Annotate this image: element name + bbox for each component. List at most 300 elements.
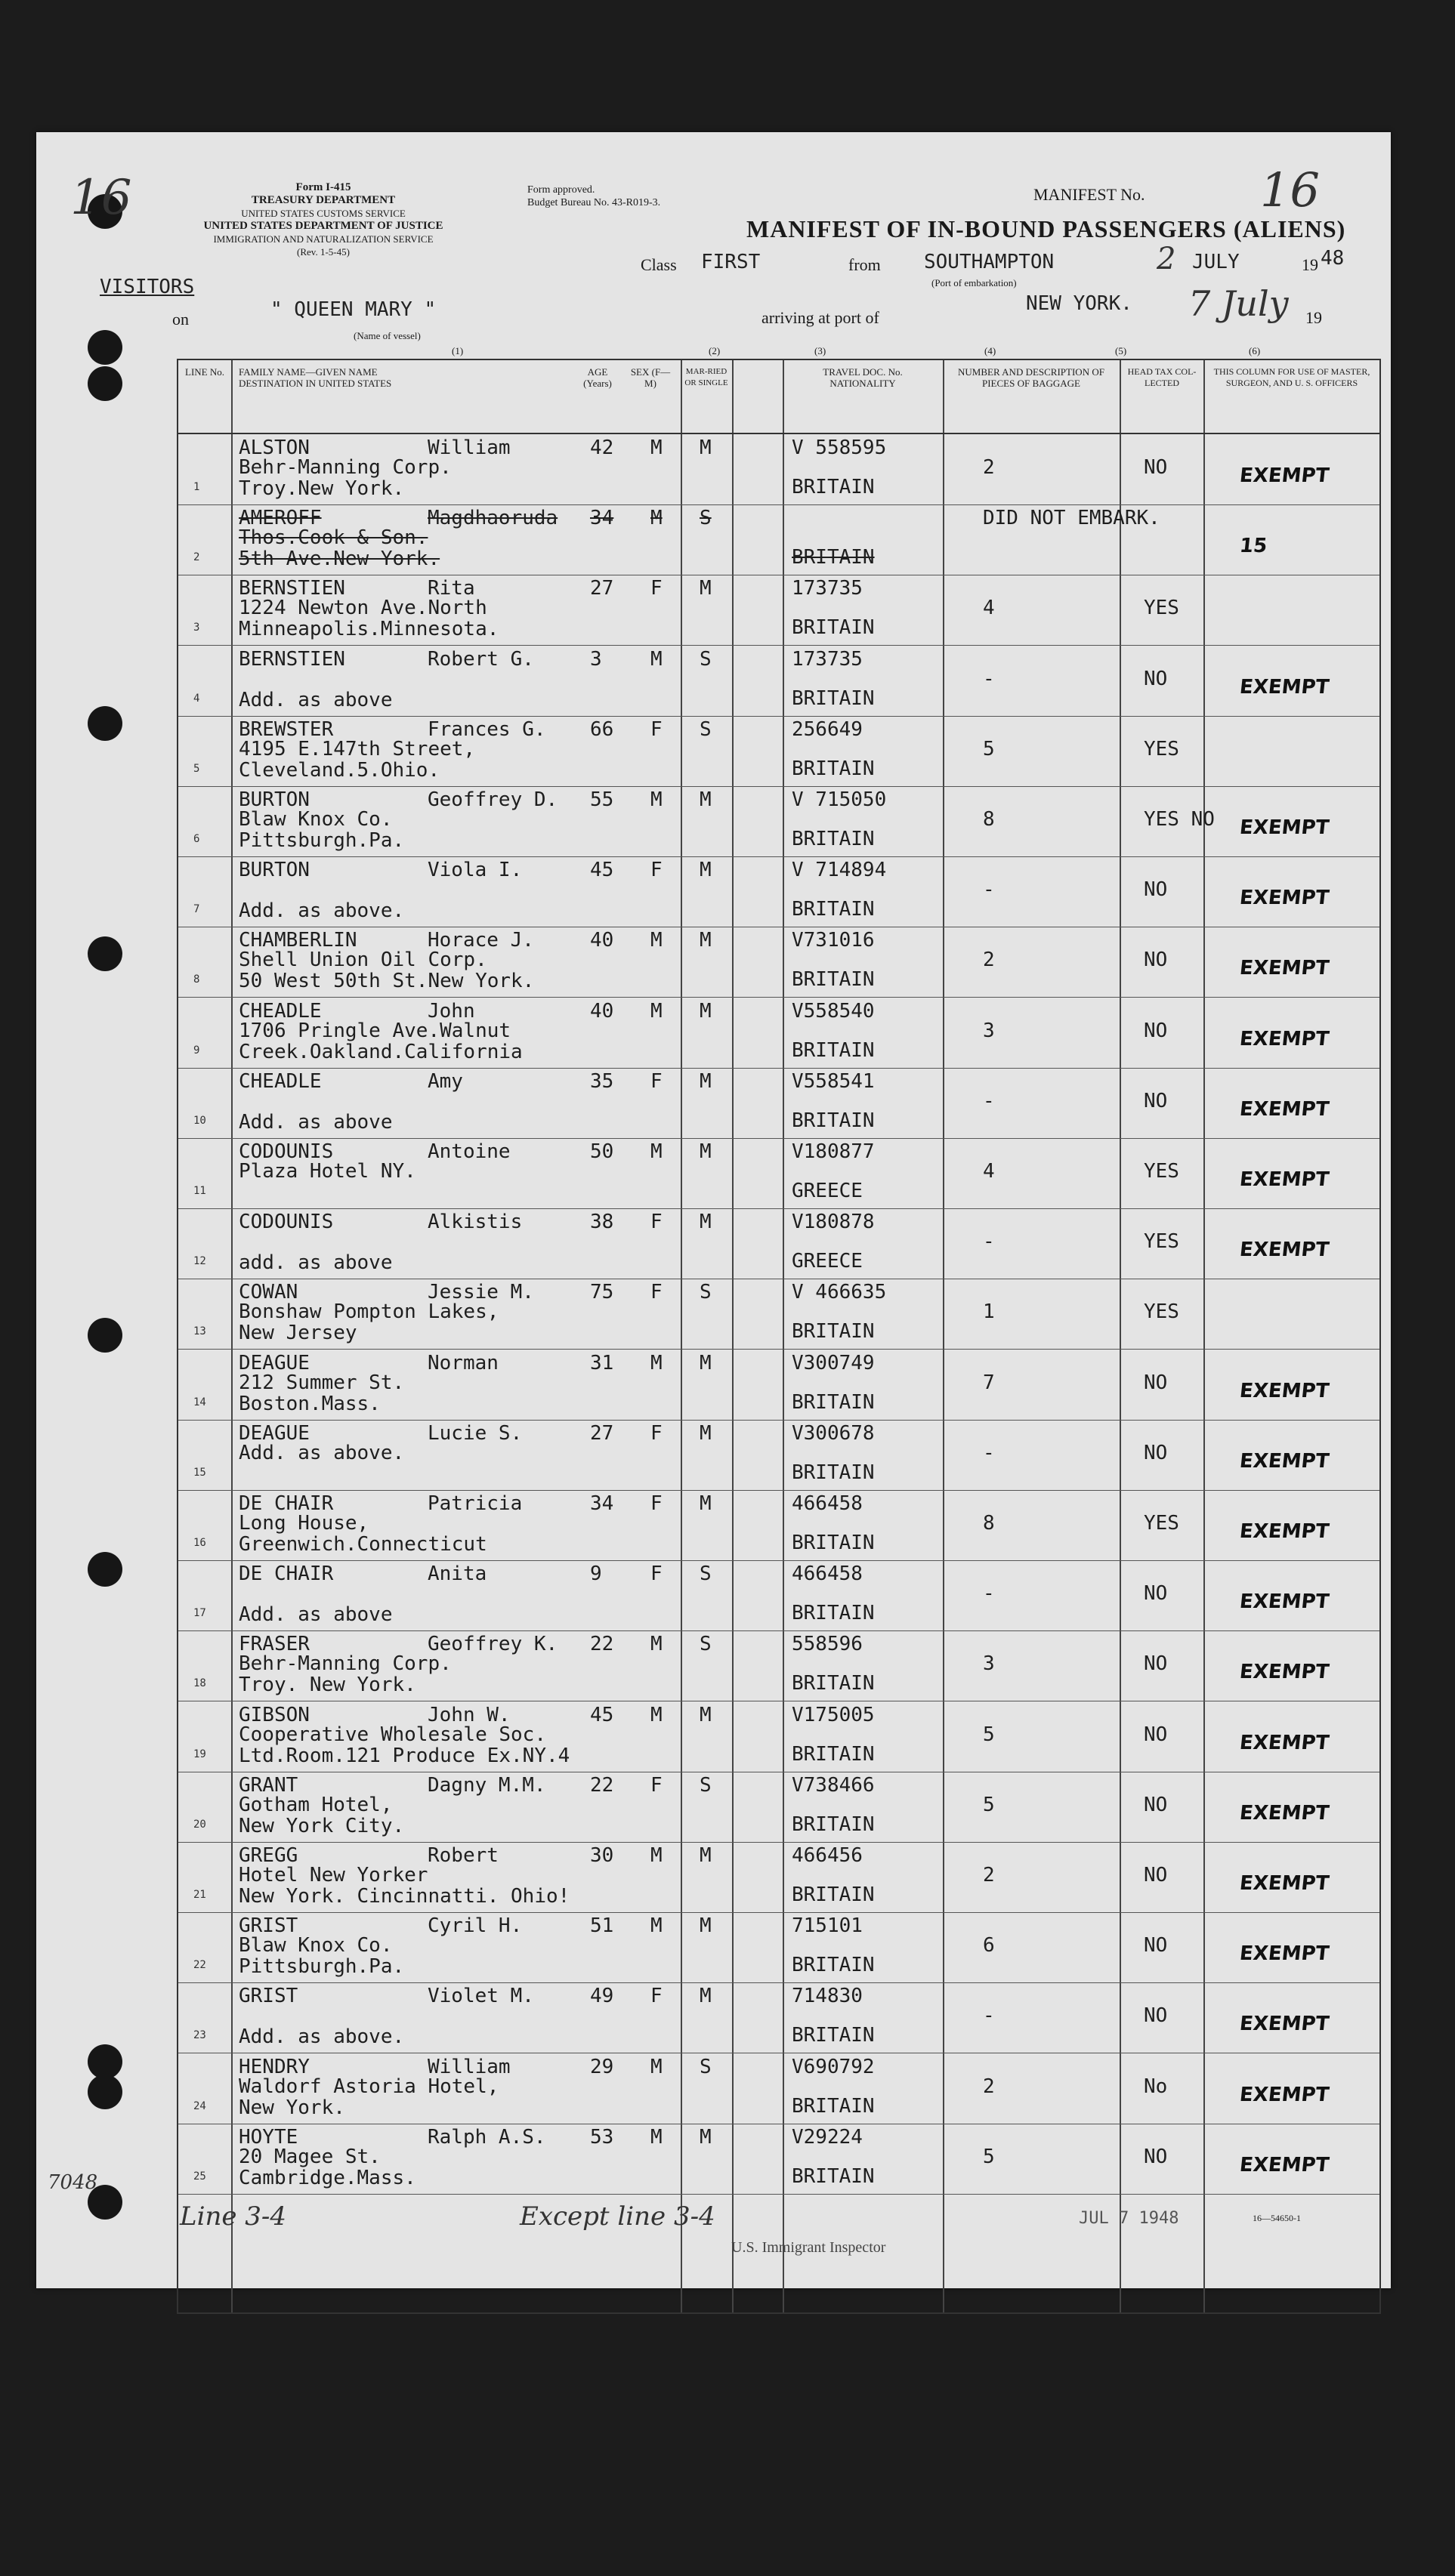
department-of-justice: UNITED STATES DEPARTMENT OF JUSTICE [203, 220, 443, 232]
age: 42 [590, 437, 614, 459]
punch-hole [88, 1318, 122, 1353]
destination-line-1: Behr-Manning Corp. [239, 456, 452, 479]
family-name: DE CHAIR [239, 1492, 334, 1515]
baggage: 2 [983, 1864, 995, 1886]
destination-line-2: Add. as above. [239, 899, 405, 923]
handwritten-corner-mark: 7048 [48, 2171, 98, 2194]
baggage: 6 [983, 1934, 995, 1957]
vessel-note: (Name of vessel) [354, 330, 421, 341]
table-row [178, 927, 1379, 998]
family-name: CHEADLE [239, 999, 322, 1023]
destination-line-1: 1706 Pringle Ave.Walnut [239, 1019, 511, 1042]
approval-note [527, 184, 660, 209]
line-number: 1 [193, 481, 200, 493]
line-number: 6 [193, 833, 200, 845]
sex: M [650, 1140, 663, 1163]
year-prefix: 19 [1302, 255, 1318, 274]
travel-doc-no: V558541 [792, 1069, 875, 1093]
sex: M [650, 999, 663, 1023]
col-sex: SEX (F—M) [630, 366, 671, 389]
destination-line-2: Creek.Oakland.California [239, 1040, 523, 1063]
given-name: Alkistis [428, 1211, 523, 1234]
destination-line-2: New Jersey [239, 1322, 357, 1345]
line-number: 21 [193, 1889, 206, 1901]
sex: M [650, 1914, 663, 1938]
baggage: 2 [983, 949, 995, 972]
nationality: BRITAIN [792, 1602, 875, 1625]
line-number: 15 [193, 1466, 206, 1479]
family-name: DE CHAIR [239, 1563, 334, 1586]
officer-stamp: EXEMPT [1238, 675, 1330, 699]
baggage: 5 [983, 737, 995, 760]
sex: F [650, 859, 663, 882]
col-baggage: NUMBER AND DESCRIPTION OF PIECES OF BAGGAGE [958, 366, 1104, 389]
age: 27 [590, 1421, 614, 1445]
family-name: GRIST [239, 1985, 298, 2008]
family-name: DEAGUE [239, 1421, 310, 1445]
marital-status: M [700, 929, 712, 952]
sex: M [650, 507, 663, 530]
table-row [178, 504, 1379, 575]
marital-status: M [700, 1844, 712, 1867]
travel-doc-no: 714830 [792, 1985, 863, 2008]
head-tax: NO [1144, 1793, 1168, 1816]
baggage: 7 [983, 1371, 995, 1394]
given-name: William [428, 437, 511, 459]
from-value: SOUTHAMPTON [924, 251, 1055, 273]
destination-line-2: Minneapolis.Minnesota. [239, 618, 499, 641]
age: 22 [590, 1633, 614, 1656]
baggage: 4 [983, 1160, 995, 1183]
travel-doc-no: V180878 [792, 1211, 875, 1234]
marital-status: M [700, 1140, 712, 1163]
sex: M [650, 788, 663, 811]
baggage: - [983, 1582, 995, 1606]
line-number: 9 [193, 1044, 200, 1057]
destination-line-1: 4195 E.147th Street, [239, 737, 476, 760]
nationality: BRITAIN [792, 2024, 875, 2047]
baggage: 5 [983, 1793, 995, 1816]
age: 51 [590, 1914, 614, 1938]
family-name: HOYTE [239, 2125, 298, 2149]
officer-stamp: EXEMPT [1238, 1590, 1330, 1614]
officer-stamp: EXEMPT [1238, 1168, 1330, 1191]
nationality: BRITAIN [792, 616, 875, 640]
age: 40 [590, 929, 614, 952]
given-name: Viola I. [428, 859, 523, 882]
travel-doc-no: V 558595 [792, 437, 887, 459]
given-name: Dagny M.M. [428, 1773, 546, 1797]
line-number: 19 [193, 1748, 206, 1760]
age: 50 [590, 1140, 614, 1163]
age: 55 [590, 788, 614, 811]
officer-stamp: EXEMPT [1238, 1449, 1330, 1473]
age: 49 [590, 1985, 614, 2008]
head-tax: YES [1144, 1160, 1179, 1183]
given-name: Geoffrey D. [428, 788, 558, 811]
line-number: 7 [193, 903, 200, 916]
passenger-table [177, 359, 1381, 2314]
destination-line-1: Long House, [239, 1512, 369, 1535]
family-name: BURTON [239, 859, 310, 882]
destination-line-1: Cooperative Wholesale Soc. [239, 1723, 546, 1746]
marital-status: M [700, 2125, 712, 2149]
officer-stamp: EXEMPT [1238, 1239, 1330, 1262]
family-name: DEAGUE [239, 1351, 310, 1374]
vessel-name: " QUEEN MARY " [270, 298, 437, 321]
age: 75 [590, 1281, 614, 1304]
table-row [178, 716, 1379, 787]
given-name: Norman [428, 1351, 499, 1374]
destination-line-2: Pittsburgh.Pa. [239, 829, 405, 852]
officer-stamp: EXEMPT [1238, 1097, 1330, 1121]
sex: F [650, 1069, 663, 1093]
given-name: Anita [428, 1563, 487, 1586]
sex: M [650, 1703, 663, 1726]
family-name: CODOUNIS [239, 1211, 334, 1234]
head-tax: NO [1144, 878, 1168, 902]
marital-status: M [700, 1985, 712, 2008]
marital-status: S [700, 1563, 712, 1586]
baggage: - [983, 878, 995, 902]
table-row [178, 1842, 1379, 1913]
marital-status: M [700, 437, 712, 459]
destination-line-2: Ltd.Room.121 Produce Ex.NY.4 [239, 1744, 570, 1767]
given-name: Violet M. [428, 1985, 534, 2008]
age: 29 [590, 2055, 614, 2078]
travel-doc-no: 466458 [792, 1492, 863, 1515]
sex: M [650, 1351, 663, 1374]
age: 38 [590, 1211, 614, 1234]
form-number: Form I-415 [295, 181, 351, 193]
baggage: 5 [983, 2145, 995, 2168]
nationality: BRITAIN [792, 1812, 875, 1836]
on-label: on [172, 310, 189, 329]
line-number: 14 [193, 1396, 206, 1408]
nationality: BRITAIN [792, 1954, 875, 1977]
nationality: BRITAIN [792, 1109, 875, 1132]
nationality: BRITAIN [792, 1532, 875, 1554]
col-num-4: (4) [984, 345, 996, 356]
destination-line-1: Behr-Manning Corp. [239, 1652, 452, 1676]
col-head-tax: HEAD TAX COL-LECTED [1127, 366, 1197, 388]
marital-status: M [700, 1211, 712, 1234]
sex: M [650, 2125, 663, 2149]
nationality: BRITAIN [792, 1883, 875, 1906]
head-tax: NO [1144, 1582, 1168, 1606]
travel-doc-no: 466458 [792, 1563, 863, 1586]
sex: M [650, 929, 663, 952]
col-num-5: (5) [1115, 345, 1127, 356]
head-tax: NO [1144, 1934, 1168, 1957]
marital-status: S [700, 2055, 712, 2078]
destination-line-2: Cleveland.5.Ohio. [239, 758, 440, 782]
family-name: BREWSTER [239, 717, 334, 741]
travel-doc-no: V738466 [792, 1773, 875, 1797]
head-tax: YES [1144, 597, 1179, 620]
baggage: 1 [983, 1300, 995, 1324]
nationality: GREECE [792, 1180, 863, 1202]
destination-line-1: Shell Union Oil Corp. [239, 949, 487, 972]
revision: (Rev. 1-5-45) [297, 246, 350, 258]
destination-line-2: Troy.New York. [239, 477, 405, 500]
destination-line-2: Cambridge.Mass. [239, 2166, 416, 2189]
baggage: 4 [983, 597, 995, 620]
corner-handwritten-number: 16 [70, 170, 132, 226]
head-tax: NO [1144, 1652, 1168, 1676]
family-name: CHEADLE [239, 1069, 322, 1093]
head-tax: NO [1144, 2145, 1168, 2168]
age: 31 [590, 1351, 614, 1374]
age: 9 [590, 1563, 602, 1586]
given-name: Magdhaoruda [428, 507, 558, 530]
line-number: 2 [193, 551, 200, 564]
baggage: 8 [983, 808, 995, 831]
line-number: 5 [193, 762, 200, 775]
head-tax: YES [1144, 1230, 1179, 1254]
customs-service: UNITED STATES CUSTOMS SERVICE [241, 208, 406, 219]
destination-line-1: Hotel New Yorker [239, 1864, 428, 1886]
head-tax: NO [1144, 667, 1168, 690]
punch-hole [88, 1552, 122, 1587]
given-name: Jessie M. [428, 1281, 534, 1304]
marital-status: M [700, 577, 712, 600]
officer-stamp: EXEMPT [1238, 1731, 1330, 1754]
sex: F [650, 1421, 663, 1445]
travel-doc-no: V 714894 [792, 859, 887, 882]
sex: M [650, 1844, 663, 1867]
family-name: GRIST [239, 1914, 298, 1938]
from-label: from [848, 255, 881, 274]
destination-line-1: Bonshaw Pompton Lakes, [239, 1300, 499, 1324]
nationality: BRITAIN [792, 1461, 875, 1484]
table-row [178, 856, 1379, 927]
travel-doc-no: 173735 [792, 647, 863, 671]
sex: F [650, 1563, 663, 1586]
col-num-6: (6) [1249, 345, 1261, 356]
arrival-year-prefix: 19 [1305, 308, 1322, 327]
date-month: JULY [1192, 251, 1240, 273]
marital-status: S [700, 1281, 712, 1304]
destination-line-2: Troy. New York. [239, 1674, 416, 1697]
budget-bureau: Budget Bureau No. 43-R019-3. [527, 197, 661, 208]
table-row [178, 1490, 1379, 1561]
table-row [178, 786, 1379, 857]
head-tax: NO [1144, 1864, 1168, 1886]
table-row [178, 1279, 1379, 1350]
baggage: - [983, 2004, 995, 2028]
punch-hole [88, 366, 122, 401]
destination-line-2: add. as above [239, 1251, 393, 1275]
arrival-port: NEW YORK. [1026, 292, 1132, 315]
travel-doc-no: V690792 [792, 2055, 875, 2078]
age: 27 [590, 577, 614, 600]
baggage: DID NOT EMBARK. [983, 507, 1160, 530]
officer-stamp: EXEMPT [1238, 1872, 1330, 1895]
destination-line-1: Waldorf Astoria Hotel, [239, 2075, 499, 2098]
age: 45 [590, 1703, 614, 1726]
family-name: FRASER [239, 1633, 310, 1656]
nationality: BRITAIN [792, 686, 875, 710]
punch-hole [88, 936, 122, 971]
officer-stamp: EXEMPT [1238, 2153, 1330, 2176]
destination-line-2: Boston.Mass. [239, 1392, 381, 1415]
given-name: Robert [428, 1844, 499, 1867]
marital-status: S [700, 647, 712, 671]
family-name: AMEROFF [239, 507, 322, 530]
head-tax: NO [1144, 1371, 1168, 1394]
class-value: FIRST [701, 251, 761, 273]
table-row [178, 2124, 1379, 2195]
head-tax: NO [1144, 456, 1168, 479]
family-name: CODOUNIS [239, 1140, 334, 1163]
age: 34 [590, 1492, 614, 1515]
head-tax: NO [1144, 1723, 1168, 1746]
officer-stamp: EXEMPT [1238, 957, 1330, 980]
age: 66 [590, 717, 614, 741]
age: 40 [590, 999, 614, 1023]
head-tax: YES [1144, 1300, 1179, 1324]
table-row [178, 1912, 1379, 1983]
destination-line-1: Blaw Knox Co. [239, 1934, 393, 1957]
age: 30 [590, 1844, 614, 1867]
arriving-label: arriving at port of [761, 308, 879, 327]
marital-status: S [700, 1773, 712, 1797]
destination-line-2: Add. as above [239, 1110, 393, 1134]
marital-status: S [700, 507, 712, 530]
given-name: Rita [428, 577, 475, 600]
family-name: BURTON [239, 788, 310, 811]
destination-line-2: Add. as above. [239, 2025, 405, 2049]
department-block [195, 181, 452, 258]
age: 35 [590, 1069, 614, 1093]
head-tax: YES [1144, 1512, 1179, 1535]
head-tax: YES NO [1144, 808, 1215, 831]
travel-doc-no: V731016 [792, 929, 875, 952]
table-row [178, 1701, 1379, 1772]
family-name: GIBSON [239, 1703, 310, 1726]
given-name: Patricia [428, 1492, 523, 1515]
table-row [178, 998, 1379, 1069]
officer-stamp: EXEMPT [1238, 887, 1330, 910]
date-stamp: JUL 7 1948 [1079, 2209, 1179, 2228]
marital-status: M [700, 788, 712, 811]
handwritten-note-left: Line 3-4 [180, 2201, 287, 2232]
marital-status: M [700, 1492, 712, 1515]
officer-stamp: EXEMPT [1238, 2013, 1330, 2036]
baggage: 8 [983, 1512, 995, 1535]
destination-line-1: Gotham Hotel, [239, 1793, 393, 1816]
marital-status: M [700, 859, 712, 882]
baggage: - [983, 1441, 995, 1464]
head-tax: NO [1144, 1019, 1168, 1042]
destination-line-1: Thos.Cook & Son. [239, 526, 428, 550]
destination-line-2: Add. as above [239, 1603, 393, 1627]
travel-doc-no: V300678 [792, 1421, 875, 1445]
given-name: Ralph A.S. [428, 2125, 546, 2149]
given-name: John W. [428, 1703, 511, 1726]
age: 45 [590, 859, 614, 882]
travel-doc-no: V175005 [792, 1703, 875, 1726]
destination-line-1: Plaza Hotel NY. [239, 1160, 416, 1183]
given-name: Robert G. [428, 647, 534, 671]
family-name: ALSTON [239, 437, 310, 459]
marital-status: M [700, 1914, 712, 1938]
col-line: LINE No. [185, 366, 224, 378]
marital-status: M [700, 1421, 712, 1445]
officer-stamp: EXEMPT [1238, 816, 1330, 839]
family-name: GREGG [239, 1844, 298, 1867]
sex: F [650, 1281, 663, 1304]
destination-line-2: 50 West 50th St.New York. [239, 970, 535, 993]
table-header [178, 360, 1379, 434]
given-name: Antoine [428, 1140, 511, 1163]
nationality: BRITAIN [792, 898, 875, 921]
nationality: BRITAIN [792, 1038, 875, 1062]
sex: F [650, 1492, 663, 1515]
marital-status: M [700, 999, 712, 1023]
line-number: 4 [193, 692, 200, 705]
family-name: COWAN [239, 1281, 298, 1304]
line-number: 17 [193, 1607, 206, 1620]
marital-status: M [700, 1069, 712, 1093]
nationality: BRITAIN [792, 968, 875, 992]
form-approved: Form approved. [527, 184, 595, 196]
manifest-number: 16 [1260, 162, 1320, 217]
marital-status: M [700, 1351, 712, 1374]
marital-status: S [700, 1633, 712, 1656]
baggage: 5 [983, 1723, 995, 1746]
nationality: BRITAIN [792, 757, 875, 780]
head-tax: NO [1144, 1089, 1168, 1112]
destination-line-2: New York. Cincinnatti. Ohio! [239, 1885, 570, 1908]
col-officers: THIS COLUMN FOR USE OF MASTER, SURGEON, AND U. S. OFFICERS [1213, 366, 1370, 388]
inspector-label: U.S. Immigrant Inspector [731, 2239, 886, 2256]
officer-stamp: EXEMPT [1238, 1520, 1330, 1543]
punch-hole [88, 706, 122, 741]
line-number: 13 [193, 1325, 206, 1338]
officer-stamp: 15 [1238, 535, 1268, 558]
line-number: 23 [193, 2029, 206, 2042]
sex: F [650, 577, 663, 600]
ins-service: IMMIGRATION AND NATURALIZATION SERVICE [213, 233, 434, 245]
head-tax: NO [1144, 1441, 1168, 1464]
destination-line-1: Add. as above. [239, 1441, 405, 1464]
table-row [178, 434, 1379, 505]
officer-stamp: EXEMPT [1238, 1801, 1330, 1825]
col-travel-doc: TRAVEL DOC. No. NATIONALITY [823, 366, 903, 389]
col-age: AGE (Years) [583, 366, 612, 389]
family-name: BERNSTIEN [239, 647, 345, 671]
line-number: 3 [193, 622, 200, 634]
col-married: MAR-RIED OR SINGLE [684, 367, 728, 387]
travel-doc-no: 173735 [792, 577, 863, 600]
given-name: John [428, 999, 475, 1023]
marital-status: M [700, 1703, 712, 1726]
nationality: BRITAIN [792, 1320, 875, 1344]
given-name: Geoffrey K. [428, 1633, 558, 1656]
destination-line-1: 1224 Newton Ave.North [239, 597, 487, 620]
given-name: Cyril H. [428, 1914, 523, 1938]
table-row [178, 1350, 1379, 1421]
sex: F [650, 1773, 663, 1797]
age: 34 [590, 507, 614, 530]
head-tax: NO [1144, 2004, 1168, 2028]
date-year: 48 [1321, 247, 1345, 270]
head-tax: YES [1144, 737, 1179, 760]
family-name: GRANT [239, 1773, 298, 1797]
treasury-department: TREASURY DEPARTMENT [251, 194, 396, 206]
